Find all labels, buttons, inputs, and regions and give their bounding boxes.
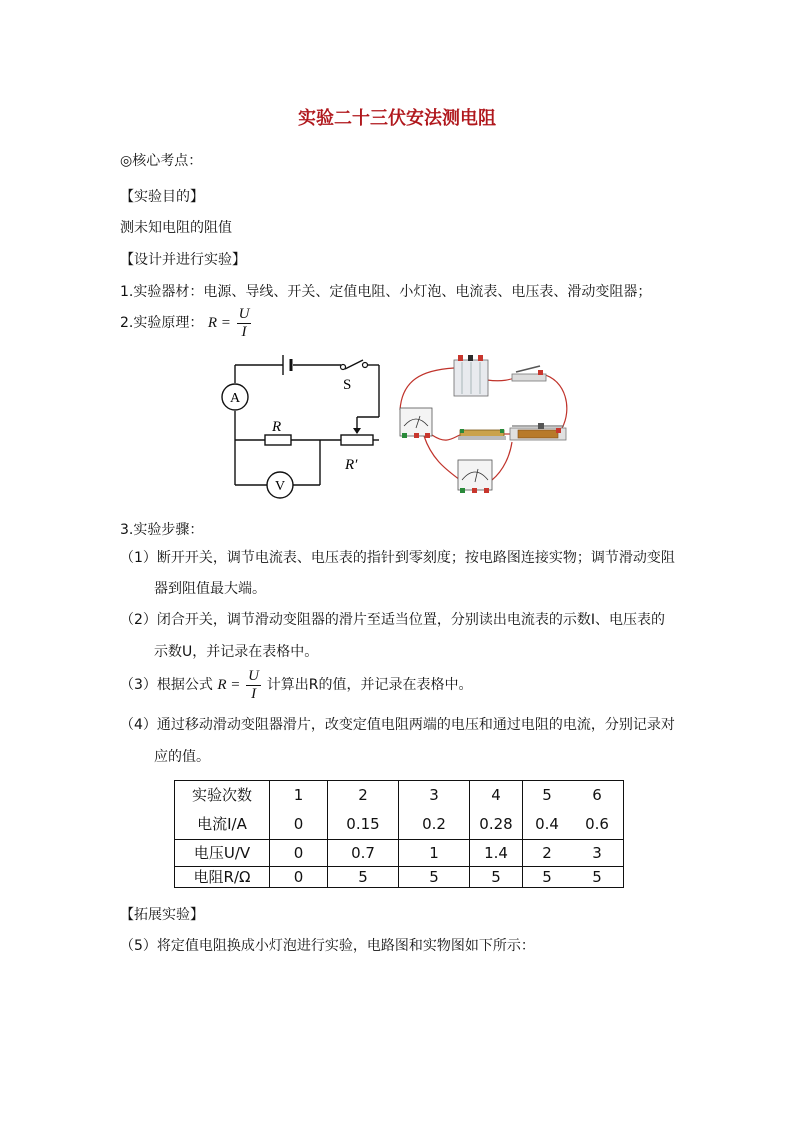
table-cell [399,781,470,840]
rheostat-on-base-icon [510,423,566,440]
step-1-line-1: （1）断开开关，调节电流表、电压表的指针到零刻度；按电路图连接实物；调节滑动变阻 [120,550,675,566]
current-value: 0.2 [422,815,446,833]
resistance-value: 5 [399,867,470,888]
trial-count-label: 实验次数 [191,786,252,804]
rheostat-icon [341,435,373,445]
purpose-text: 测未知电阻的阻值 [120,220,232,236]
step-3-line [120,668,473,703]
ammeter-label: A [229,391,241,406]
voltage-value: 1.4 [470,840,523,867]
page-title: 实验二十三伏安法测电阻 [298,108,496,129]
principle-formula [207,306,254,340]
data-table [174,780,624,888]
formula-eq: = [220,314,231,331]
trial-number: 1 [293,786,304,804]
resistor-on-base-icon [458,429,506,440]
table-cell [571,781,624,840]
formula-numerator: U [248,668,260,684]
formula-numerator: U [238,306,250,322]
step-2-line-1: （2）闭合开关，调节滑动变阻器的滑片至适当位置，分别读出电流表的示数I、电压表的 [120,612,666,628]
rheostat-slider-icon [353,428,361,434]
table-cell [523,781,572,840]
step-2-line-2: 示数U，并记录在表格中。 [154,644,319,660]
circuit-diagram [215,345,390,505]
step-3-prefix: （3）根据公式 [120,676,213,693]
current-value: 0.4 [535,815,559,833]
resistance-value: 5 [328,867,399,888]
formula-fraction [246,668,261,703]
table-cell [328,781,399,840]
trial-number: 3 [429,786,439,804]
current-value: 0.28 [479,815,513,833]
trial-number: 5 [542,786,552,804]
step-4-line-1: （4）通过移动滑动变阻器滑片，改变定值电阻两端的电压和通过电阻的电流，分别记录对 [120,717,675,733]
formula-denominator: I [241,324,247,340]
voltage-label: 电压U/V [175,840,270,867]
principle-line [120,306,253,341]
resistance-value: 0 [270,867,328,888]
table-row-trials-current [175,781,624,840]
purpose-heading: 【实验目的】 [120,189,204,205]
apparatus-photo [392,350,592,502]
extend-text: （5）将定值电阻换成小灯泡进行实验，电路图和实物图如下所示： [120,938,535,954]
voltage-value: 3 [571,840,624,867]
formula-fraction [237,306,252,341]
resistance-value: 5 [470,867,523,888]
voltmeter-label: V [274,479,286,494]
trial-number: 4 [491,786,501,804]
formula-eq: = [230,676,241,693]
resistance-value: 5 [571,867,624,888]
step-4-line-2: 应的值。 [154,749,210,765]
formula-lhs: R [217,676,227,693]
voltage-value: 2 [523,840,572,867]
current-value: 0.6 [585,815,609,833]
knife-switch-icon [512,366,546,381]
design-heading: 【设计并进行实验】 [120,252,246,268]
voltage-value: 0.7 [328,840,399,867]
resistor-label: R [272,419,282,435]
extend-heading: 【拓展实验】 [120,907,204,923]
table-header-cell [175,781,270,840]
formula-lhs: R [207,314,217,331]
table-row-voltage [175,840,624,867]
voltmeter-meter-icon [458,460,492,493]
step-3-formula [217,668,266,702]
core-points-label: ◎核心考点： [120,153,203,169]
trial-number: 2 [358,786,368,804]
current-value: 0 [293,815,304,833]
voltage-value: 0 [270,840,328,867]
voltage-value: 1 [399,840,470,867]
switch-contact-icon [363,363,368,368]
switch-label: S [343,377,352,393]
table-row-resistance [175,867,624,888]
resistor-icon [265,435,291,445]
table-cell [270,781,328,840]
current-label: 电流I/A [197,815,247,833]
steps-heading: 3.实验步骤： [120,522,204,538]
current-value: 0.15 [346,815,380,833]
battery-pack-icon [454,355,488,396]
step-1-line-2: 器到阻值最大端。 [154,581,266,597]
resistance-label: 电阻R/Ω [175,867,270,888]
formula-denominator: I [251,686,257,702]
rheostat-label: R′ [345,457,358,473]
step-3-suffix: 计算出R的值，并记录在表格中。 [266,676,473,693]
trial-number: 6 [592,786,602,804]
switch-contact-icon [341,365,346,370]
ammeter-meter-icon [400,408,432,438]
resistance-value: 5 [523,867,572,888]
equipment-line: 1.实验器材：电源、导线、开关、定值电阻、小灯泡、电流表、电压表、滑动变阻器； [120,284,652,300]
table-cell [470,781,523,840]
principle-label: 2.实验原理： [120,314,204,331]
